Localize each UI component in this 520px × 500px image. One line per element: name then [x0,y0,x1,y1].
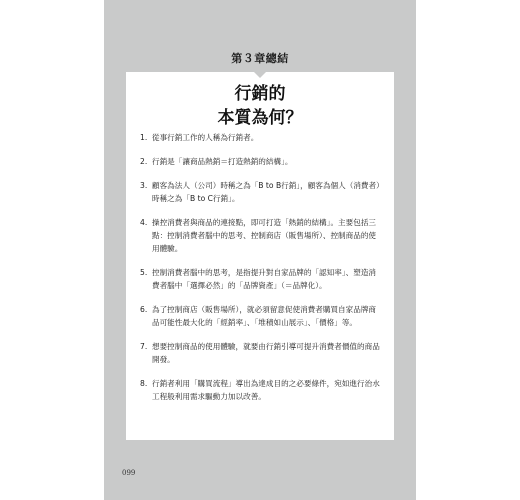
book-page [104,0,416,500]
list-item [140,377,382,403]
item-text: 控制消費者腦中的思考，是指提升對自家品牌的「認知率」、塑造消費者腦中「選擇必然」的「品牌資產」（＝品牌化）。 [152,268,377,290]
item-number: 7. [140,342,148,351]
item-text: 操控消費者與商品的連接點，即可打造「熱銷的結構」。主要包括三點：控制消費者腦中的思考、控制商店（販售場所）、控制商品的使用體驗。 [152,218,377,253]
item-number: 6. [140,305,148,314]
list-item [140,303,382,329]
list-item [140,179,382,205]
item-text: 行銷是「讓商品熱銷＝打造熱銷的結構」。 [152,157,293,166]
item-number: 1. [140,133,148,142]
list-item [140,266,382,292]
item-number: 5. [140,268,148,277]
list-item [140,216,382,255]
summary-title [126,82,394,130]
item-number: 2. [140,157,148,166]
title-line-1: 行銷的 [234,84,286,104]
item-text: 想要控制商品的使用體驗，就要由行銷引導可提升消費者價值的商品開發。 [152,342,380,364]
item-text: 顧客為法人（公司）時稱之為「B to B行銷」，顧客為個人（消費者）時稱之為「B to C行銷」。 [152,181,380,203]
list-item [140,155,382,168]
summary-card [126,72,394,440]
list-item [140,340,382,366]
item-number: 8. [140,379,148,388]
item-number: 3. [140,181,148,190]
title-line-2: 本質為何？ [217,108,303,128]
summary-list [140,131,382,414]
chapter-label: 第３章總結 [231,52,289,65]
item-text: 從事行銷工作的人稱為行銷者。 [152,133,259,142]
item-text: 行銷者利用「購買流程」導出為達成目的之必要條件，宛如進行治水工程般利用需求驅動力加以改善。 [152,379,380,401]
item-number: 4. [140,218,148,227]
item-text: 為了控制商店（販售場所），就必須留意促使消費者購買自家品牌商品可能性最大化的「經銷率」、「堆積如山展示」、「價格」等。 [152,305,377,327]
card-notch [253,71,267,78]
list-item [140,131,382,144]
page-number: 099 [122,469,136,477]
